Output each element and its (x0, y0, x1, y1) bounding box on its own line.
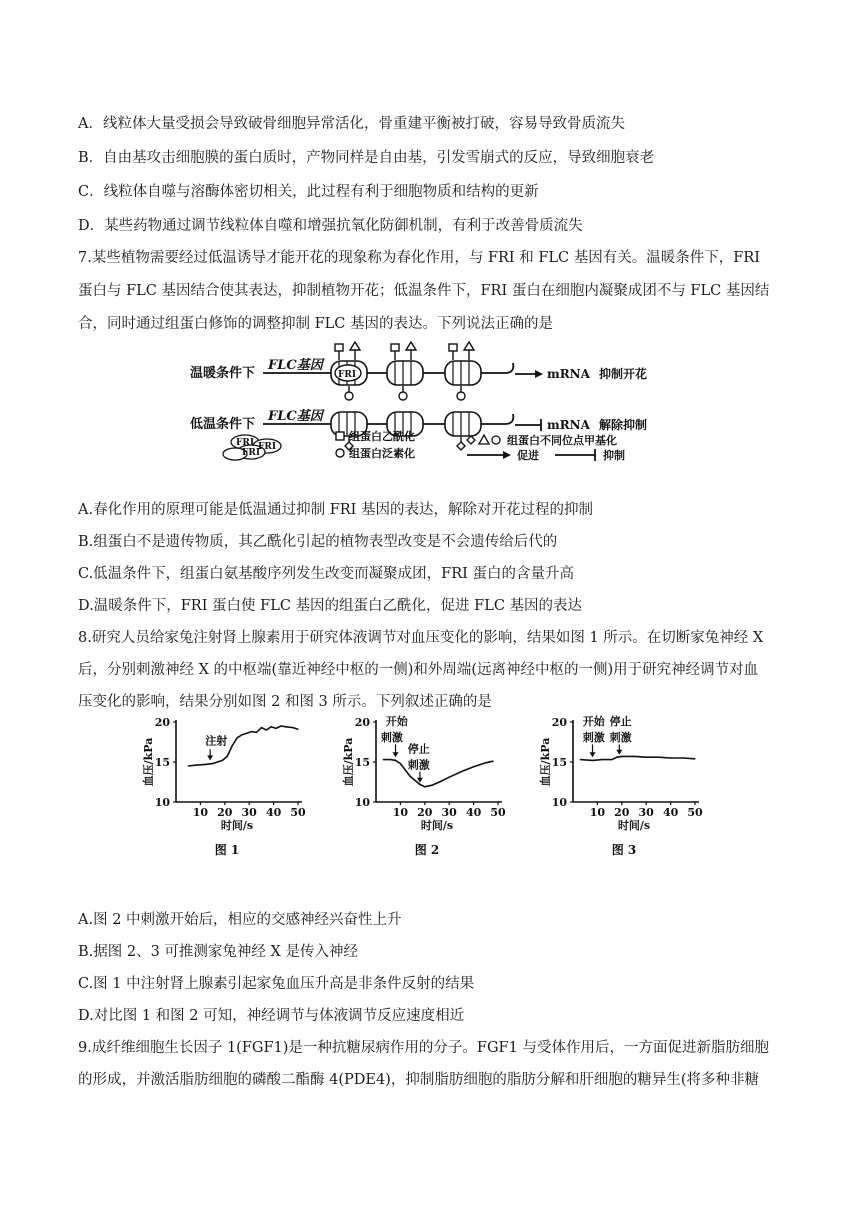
chart-caption: 图 1 (214, 843, 240, 857)
x-tick-label: 40 (662, 806, 679, 819)
y-tick-label: 10 (154, 796, 170, 809)
x-tick-label: 20 (217, 806, 233, 819)
chart-caption: 图 3 (611, 843, 637, 857)
annotation-text: 开始 (385, 715, 408, 729)
data-point (285, 726, 286, 727)
data-point (592, 760, 593, 761)
data-point (236, 737, 237, 738)
mrna-label-warm: mRNA (547, 367, 590, 381)
nucleosome (445, 412, 481, 436)
data-point (275, 728, 276, 729)
flc-gene-label-cold: FLC基因 (268, 409, 323, 424)
warm-condition-label: 温暖条件下 (190, 366, 256, 381)
data-point (432, 785, 433, 786)
x-tick-label: 50 (687, 806, 703, 819)
data-point (658, 757, 659, 758)
x-axis-label: 时间/s (617, 819, 651, 832)
blood-pressure-chart-3 (535, 708, 715, 857)
q7-option-a: A.春化作用的原理可能是低温通过抑制 FRI 基因的表达，解除对开花过程的抑制 (78, 502, 594, 518)
legend-methylation: 组蛋白不同位点甲基化 (507, 434, 617, 447)
q7-stem-line: 7.某些植物需要经过低温诱导才能开花的现象称为春化作用，与 FRI 和 FLC 基因有关。温暖条件下，FRI (78, 250, 760, 266)
bp-series-line (383, 760, 493, 787)
y-tick-label: 20 (551, 716, 567, 729)
q8-stem-line: 8.研究人员给家兔注射肾上腺素用于研究体液调节对血压变化的影响，结果如图 1 所示。在切断家兔神经 X (78, 630, 764, 646)
y-axis-label: 血压/kPa (342, 737, 355, 787)
x-tick-label: 50 (490, 806, 506, 819)
annotation-text: 刺激 (609, 731, 632, 745)
fri-label: FRI (258, 442, 277, 452)
nucleosome (445, 361, 481, 385)
chart-caption: 图 2 (414, 843, 440, 857)
y-tick-label: 10 (551, 796, 567, 809)
q6-option-b: B．自由基攻击细胞膜的蛋白质时，产物同样是自由基，引发雪崩式的反应，导致细胞衰老 (78, 150, 655, 166)
data-point (217, 761, 218, 762)
data-point (271, 726, 272, 727)
q8-option-b: B.据图 2、3 可推测家兔神经 X 是传入神经 (78, 944, 358, 960)
data-point (485, 762, 486, 763)
data-point (414, 780, 415, 781)
data-point (241, 734, 242, 735)
ubiquitination-legend-icon (336, 449, 344, 457)
warm-result-label: 抑制开花 (599, 367, 648, 381)
y-tick-label: 15 (154, 756, 170, 769)
data-point (694, 758, 695, 759)
q7-stem-line: 蛋白与 FLC 基因结合使其表达，抑制植物开花；低温条件下，FRI 蛋白在细胞内凝聚成团不与 FLC 基因结 (78, 283, 770, 299)
data-point (195, 765, 196, 766)
x-tick-label: 10 (589, 806, 606, 819)
data-point (188, 765, 189, 766)
legend-promote: 促进 (517, 449, 539, 462)
x-tick-label: 30 (441, 806, 457, 819)
bp-series-line (580, 756, 695, 760)
q7-option-c: C.低温条件下，组蛋白氨基酸序列发生改变而凝聚成团，FRI 蛋白的含量升高 (78, 566, 574, 582)
data-point (232, 745, 233, 746)
data-point (383, 759, 384, 760)
blood-pressure-chart-1 (138, 708, 318, 857)
data-point (633, 756, 634, 757)
data-point (602, 759, 603, 760)
fri-label-bound: FRI (338, 370, 357, 380)
data-point (293, 727, 294, 728)
data-point (261, 727, 262, 728)
legend-inhibit: 抑制 (603, 449, 625, 462)
annotation-text: 停止 (407, 742, 430, 756)
x-tick-label: 50 (290, 806, 306, 819)
acetylation-legend-icon (336, 432, 344, 440)
y-tick-label: 10 (354, 796, 370, 809)
annotation-text: 刺激 (582, 731, 605, 745)
flc-gene-label-warm: FLC基因 (268, 358, 323, 373)
data-point (256, 732, 257, 733)
q6-option-a: A．线粒体大量受损会导致破骨细胞异常活化，骨重建平衡被打破，容易导致骨质流失 (78, 116, 625, 132)
vernalization-diagram (185, 338, 685, 462)
q7-option-b: B.组蛋白不是遗传物质，其乙酰化引起的植物表型改变是不会遗传给后代的 (78, 534, 558, 550)
arrowhead (393, 752, 399, 757)
data-point (670, 757, 671, 758)
x-tick-label: 10 (192, 806, 209, 819)
data-point (205, 764, 206, 765)
cold-condition-label: 低温条件下 (190, 417, 256, 432)
annotation-text: 开始 (582, 715, 605, 729)
x-tick-label: 30 (241, 806, 257, 819)
q8-option-a: A.图 2 中刺激开始后，相应的交感神经兴奋性上升 (78, 912, 402, 928)
arrowhead (616, 750, 622, 755)
data-point (405, 769, 406, 770)
q6-option-c: C．线粒体自噬与溶酶体密切相关，此过程有利于细胞物质和结构的更新 (78, 184, 539, 200)
annotation-text: 刺激 (380, 731, 403, 745)
legend-ubiquitination: 组蛋白泛素化 (349, 447, 415, 460)
data-point (280, 725, 281, 726)
arrowhead (207, 755, 213, 760)
data-point (212, 763, 213, 764)
data-point (227, 756, 228, 757)
q7-stem-line: 合，同时通过组蛋白修饰的调整抑制 FLC 基因的表达。下列说法正确的是 (78, 316, 553, 332)
annotation-text: 停止 (609, 715, 632, 729)
q6-option-d: D．某些药物通过调节线粒体自噬和增强抗氧化防御机制，有利于改善骨质流失 (78, 218, 583, 234)
data-point (266, 729, 267, 730)
q8-stem-line: 压变化的影响，结果分别如图 2 和图 3 所示。下列叙述正确的是 (78, 694, 492, 710)
data-point (297, 729, 298, 730)
data-point (580, 759, 581, 760)
blood-pressure-chart-2 (338, 708, 518, 857)
fri-label: FRI (242, 448, 261, 458)
data-point (682, 757, 683, 758)
x-axis-label: 时间/s (420, 819, 454, 832)
data-point (222, 760, 223, 761)
q8-stem-line: 后，分别刺激神经 X 的中枢端(靠近神经中枢的一侧)和外周端(远离神经中枢的一侧)用于研究神经调节对血 (78, 662, 759, 678)
data-point (424, 786, 425, 787)
nucleosome (387, 361, 423, 385)
legend-acetylation: 组蛋白乙酰化 (349, 430, 415, 443)
data-point (390, 759, 391, 760)
q7-option-d: D.温暖条件下，FRI 蛋白使 FLC 基因的组蛋白乙酰化，促进 FLC 基因的表达 (78, 598, 583, 614)
data-point (400, 763, 401, 764)
data-point (251, 731, 252, 732)
data-point (439, 781, 440, 782)
data-point (473, 766, 474, 767)
data-point (246, 733, 247, 734)
x-tick-label: 40 (465, 806, 482, 819)
q8-option-d: D.对比图 1 和图 2 可知，神经调节与体液调节反应速度相近 (78, 1008, 465, 1024)
y-tick-label: 20 (354, 716, 370, 729)
x-tick-label: 40 (265, 806, 282, 819)
data-point (395, 760, 396, 761)
data-point (646, 757, 647, 758)
cold-result-label: 解除抑制 (599, 418, 648, 432)
x-axis-label: 时间/s (220, 819, 254, 832)
x-tick-label: 30 (638, 806, 654, 819)
data-point (616, 757, 617, 758)
data-point (449, 777, 450, 778)
y-axis-label: 血压/kPa (142, 737, 155, 787)
y-tick-label: 20 (154, 716, 170, 729)
y-tick-label: 15 (551, 756, 567, 769)
fri-label: FRI (236, 438, 255, 448)
q9-stem-line: 的形成，并激活脂肪细胞的磷酸二酯酶 4(PDE4)，抑制脂肪细胞的脂肪分解和肝细胞的糖异生(将多种非糖 (78, 1072, 759, 1088)
q8-option-c: C.图 1 中注射肾上腺素引起家兔血压升高是非条件反射的结果 (78, 976, 475, 992)
y-axis-label: 血压/kPa (539, 737, 552, 787)
data-point (410, 776, 411, 777)
data-point (461, 771, 462, 772)
mrna-label-cold: mRNA (547, 418, 590, 432)
q9-stem-line: 9.成纤维细胞生长因子 1(FGF1)是一种抗糖尿病作用的分子。FGF1 与受体作用后，一方面促进新脂肪细胞 (78, 1040, 769, 1056)
annotation-text: 注射 (205, 734, 228, 748)
x-tick-label: 20 (614, 806, 630, 819)
data-point (621, 756, 622, 757)
annotation-text: 刺激 (407, 758, 430, 772)
data-point (419, 784, 420, 785)
methylation-legend-icon (467, 436, 475, 444)
data-point (493, 761, 494, 762)
x-tick-label: 20 (417, 806, 433, 819)
arrowhead (590, 752, 596, 757)
data-point (611, 759, 612, 760)
x-tick-label: 10 (392, 806, 409, 819)
y-tick-label: 15 (354, 756, 370, 769)
